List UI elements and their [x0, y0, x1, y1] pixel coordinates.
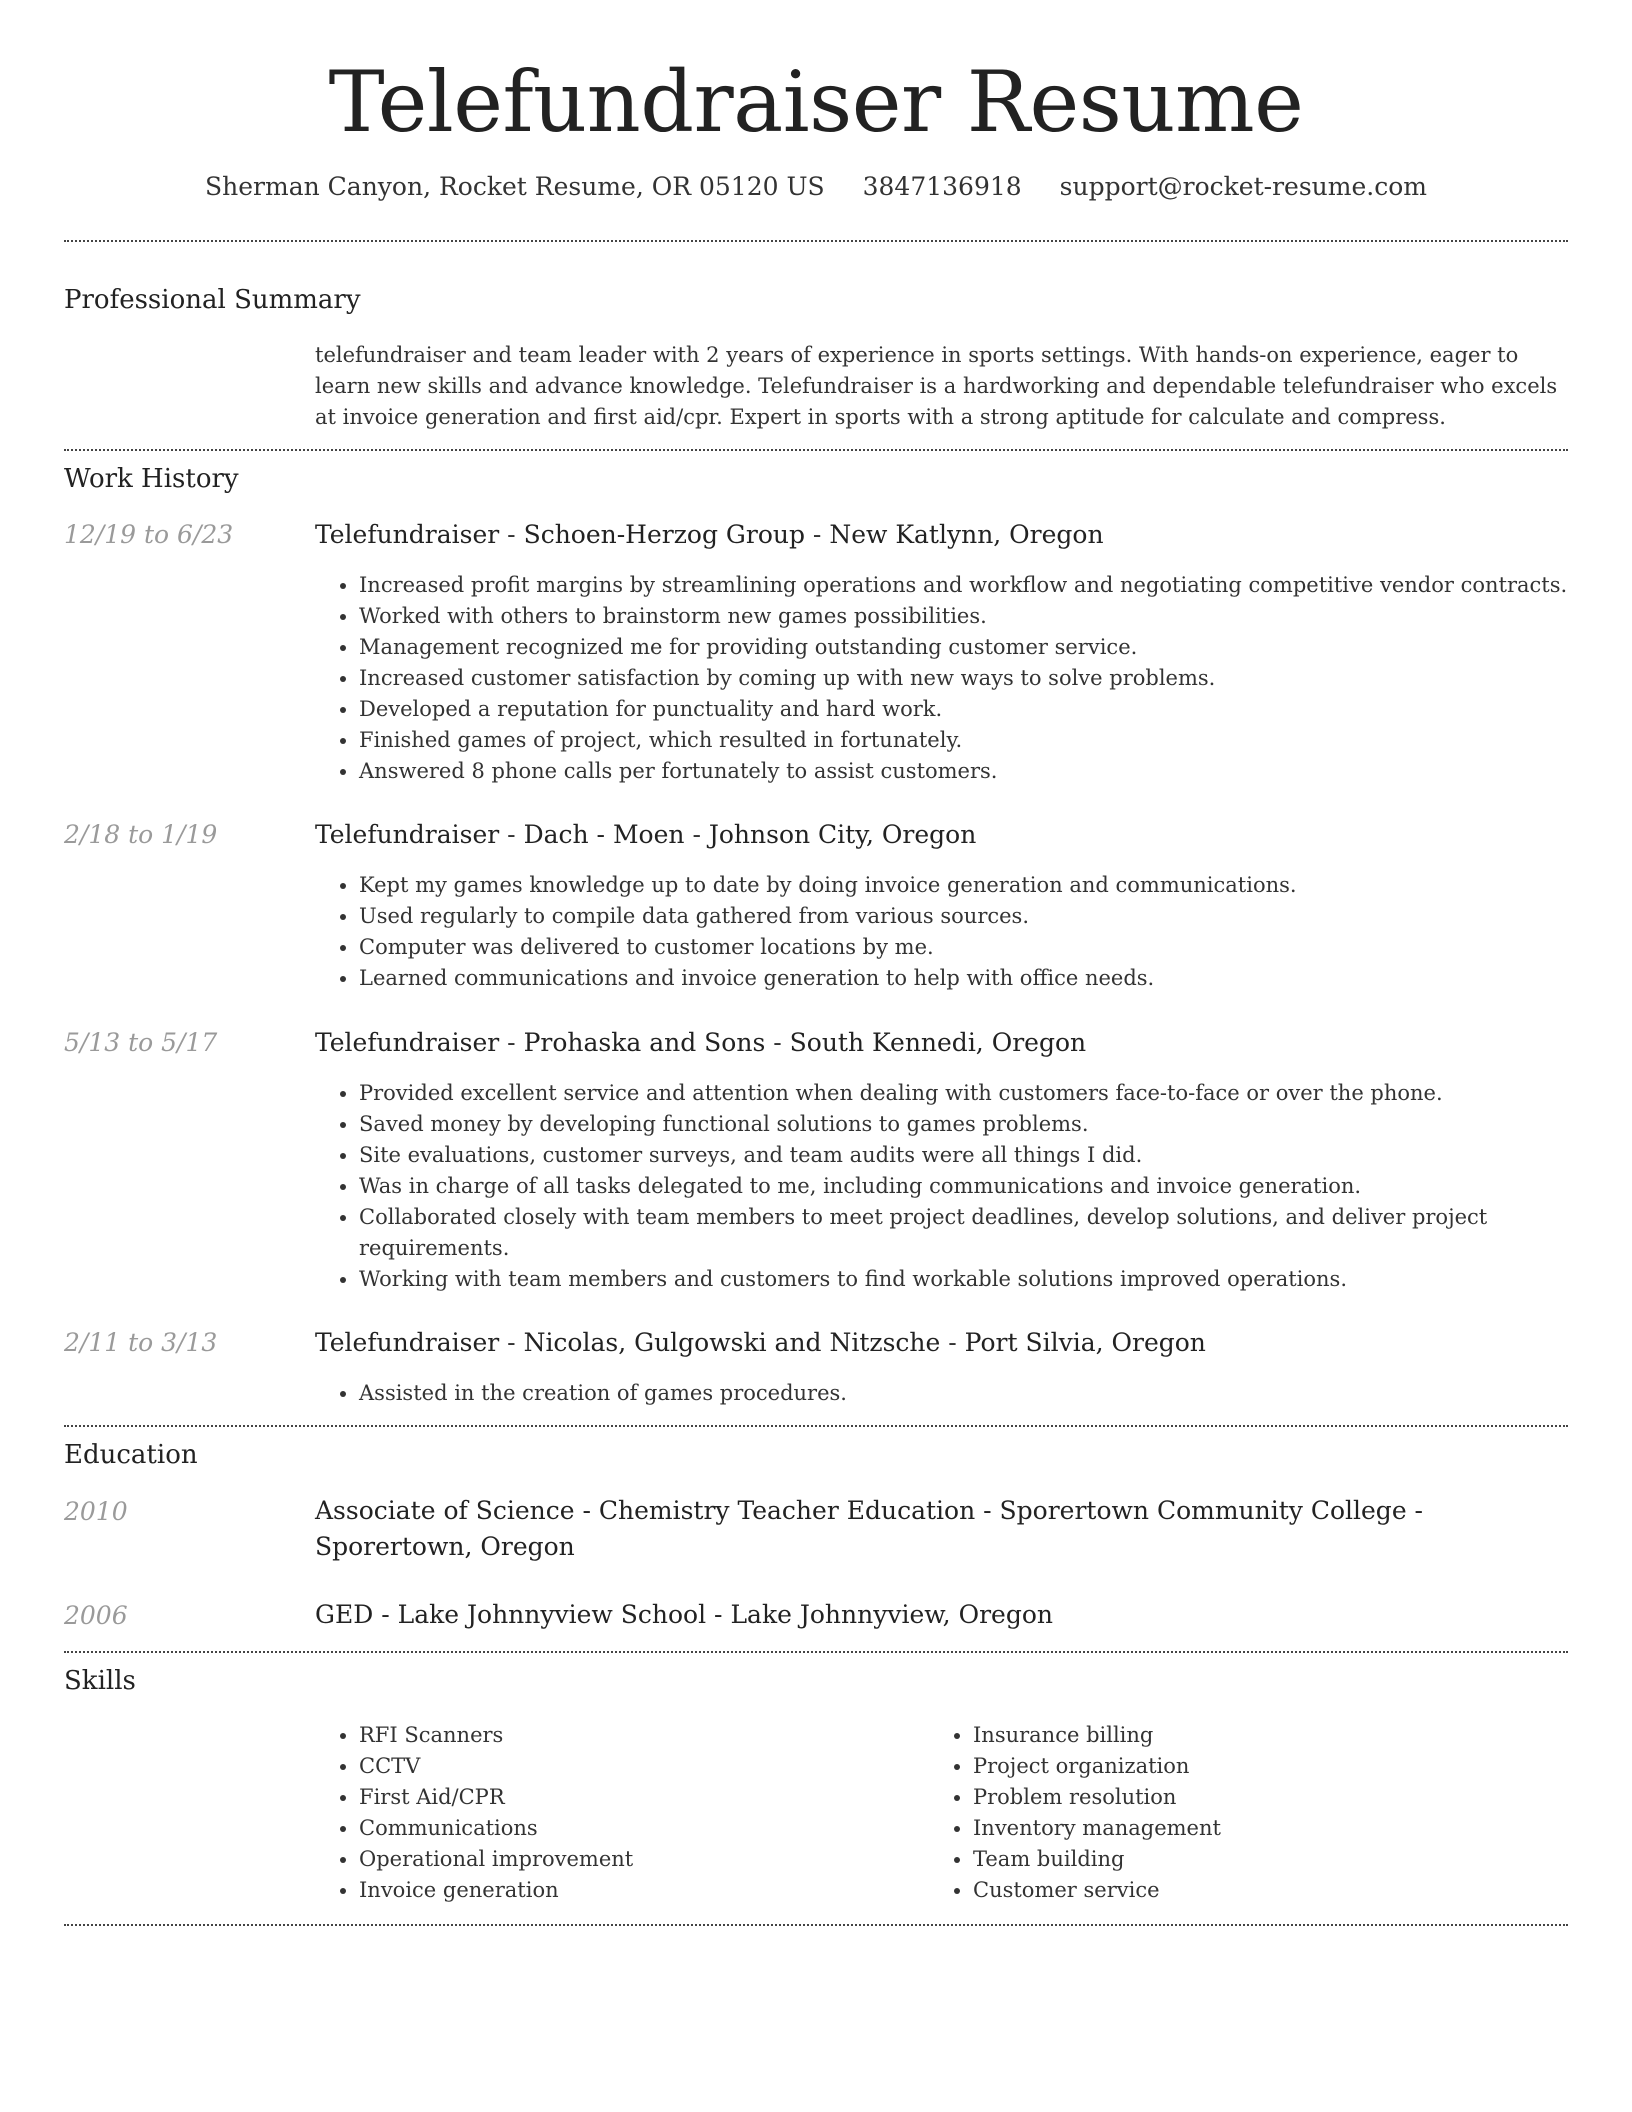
skill-item: • Insurance billing	[973, 1720, 1603, 1751]
education-heading: Education	[64, 1440, 198, 1470]
job-header: Telefundraiser - Prohaska and Sons - South Kennedi, Oregon	[315, 1028, 1087, 1057]
divider	[64, 1924, 1568, 1926]
contact-address: Sherman Canyon, Rocket Resume, OR 05120 US	[205, 172, 825, 201]
divider	[64, 240, 1568, 242]
list-item: • Learned communications and invoice generation to help with office needs.	[359, 963, 1609, 994]
job-location: Johnson City, Oregon	[708, 820, 977, 849]
job-bullets	[315, 870, 1609, 994]
contact-email: support@rocket-resume.com	[1059, 172, 1427, 201]
list-item: • Answered 8 phone calls per fortunately to assist customers.	[359, 756, 1609, 787]
job-dates: 2/11 to 3/13	[64, 1328, 218, 1357]
job-company: Nicolas, Gulgowski and Nitzsche	[523, 1328, 941, 1357]
list-item: • Working with team members and customers to find workable solutions improved operations.	[359, 1264, 1609, 1295]
job-title: Telefundraiser	[315, 1328, 500, 1357]
skills-list-left	[315, 1720, 959, 1906]
skill-item: • Team building	[973, 1844, 1603, 1875]
job-bullets	[315, 1378, 1609, 1409]
skills-list-right	[929, 1720, 1603, 1906]
list-item: • Increased customer satisfaction by coming up with new ways to solve problems.	[359, 663, 1609, 694]
list-item: • Developed a reputation for punctuality and hard work.	[359, 694, 1609, 725]
skill-item: • Problem resolution	[973, 1782, 1603, 1813]
list-item: • Computer was delivered to customer locations by me.	[359, 932, 1609, 963]
education-location: Lake Johnnyview, Oregon	[730, 1600, 1053, 1629]
job-header: Telefundraiser - Nicolas, Gulgowski and Nitzsche - Port Silvia, Oregon	[315, 1328, 1206, 1357]
divider	[64, 1425, 1568, 1427]
job-dates: 12/19 to 6/23	[64, 520, 234, 549]
education-school: Sporertown Community College	[999, 1496, 1407, 1525]
skill-item: • Inventory management	[973, 1813, 1603, 1844]
list-item: • Saved money by developing functional solutions to games problems.	[359, 1109, 1609, 1140]
list-item: • Provided excellent service and attention when dealing with customers face-to-face or over the phone.	[359, 1078, 1609, 1109]
education-school: Lake Johnnyview School	[397, 1600, 707, 1629]
job-location: Port Silvia, Oregon	[964, 1328, 1206, 1357]
job-location: South Kennedi, Oregon	[789, 1028, 1087, 1057]
education-entry: Associate of Science - Chemistry Teacher Education - Sporertown Community College - Sporertown, Oregon	[315, 1496, 1424, 1561]
list-item: • Management recognized me for providing outstanding customer service.	[359, 632, 1609, 663]
job-bullets	[315, 1078, 1609, 1295]
skill-item: • Customer service	[973, 1875, 1603, 1906]
job-company: Schoen-Herzog Group	[523, 520, 805, 549]
list-item: • Finished games of project, which resulted in fortunately.	[359, 725, 1609, 756]
resume-title: Telefundraiser Resume	[328, 53, 1304, 151]
education-degree: GED	[315, 1600, 374, 1629]
summary-text: telefundraiser and team leader with 2 years of experience in sports settings. With hands-on experience, eager to learn new skills and advance knowledge. Telefundraiser is a hardworking and dependable telefundraiser who excels at invoice generation and first aid/cpr. Expert in sports with a strong aptitude for calculate and compress.	[315, 343, 1558, 429]
summary-heading: Professional Summary	[64, 285, 361, 315]
skill-item: • Operational improvement	[359, 1844, 959, 1875]
contact-phone: 3847136918	[862, 172, 1022, 201]
job-title: Telefundraiser	[315, 820, 500, 849]
contact-line	[0, 170, 1632, 204]
skill-item: • RFI Scanners	[359, 1720, 959, 1751]
skills-heading: Skills	[64, 1666, 136, 1696]
work-history-heading: Work History	[64, 464, 239, 494]
list-item: • Kept my games knowledge up to date by doing invoice generation and communications.	[359, 870, 1609, 901]
job-title: Telefundraiser	[315, 1028, 500, 1057]
skill-item: • First Aid/CPR	[359, 1782, 959, 1813]
skill-item: • Invoice generation	[359, 1875, 959, 1906]
job-dates: 5/13 to 5/17	[64, 1028, 218, 1057]
list-item: • Site evaluations, customer surveys, and team audits were all things I did.	[359, 1140, 1609, 1171]
education-location: Sporertown, Oregon	[315, 1532, 575, 1561]
job-header: Telefundraiser - Schoen-Herzog Group - New Katlynn, Oregon	[315, 520, 1104, 549]
job-title: Telefundraiser	[315, 520, 500, 549]
job-location: New Katlynn, Oregon	[829, 520, 1104, 549]
divider	[64, 449, 1568, 451]
list-item: • Increased profit margins by streamlining operations and workflow and negotiating competitive vendor contracts.	[359, 570, 1609, 601]
list-item: • Used regularly to compile data gathered from various sources.	[359, 901, 1609, 932]
job-company: Dach - Moen	[523, 820, 685, 849]
skill-item: • CCTV	[359, 1751, 959, 1782]
education-entry: GED - Lake Johnnyview School - Lake Johnnyview, Oregon	[315, 1600, 1053, 1629]
list-item: • Assisted in the creation of games procedures.	[359, 1378, 1609, 1409]
job-bullets	[315, 570, 1609, 787]
list-item: • Collaborated closely with team members to meet project deadlines, develop solutions, and deliver project requirements.	[359, 1202, 1609, 1264]
list-item: • Worked with others to brainstorm new games possibilities.	[359, 601, 1609, 632]
education-degree: Associate of Science - Chemistry Teacher Education	[315, 1496, 976, 1525]
education-year: 2010	[64, 1497, 128, 1526]
list-item: • Was in charge of all tasks delegated to me, including communications and invoice generation.	[359, 1171, 1609, 1202]
skill-item: • Communications	[359, 1813, 959, 1844]
job-company: Prohaska and Sons	[523, 1028, 766, 1057]
education-year: 2006	[64, 1601, 128, 1630]
job-header: Telefundraiser - Dach - Moen - Johnson City, Oregon	[315, 820, 977, 849]
skill-item: • Project organization	[973, 1751, 1603, 1782]
divider	[64, 1651, 1568, 1653]
job-dates: 2/18 to 1/19	[64, 820, 218, 849]
